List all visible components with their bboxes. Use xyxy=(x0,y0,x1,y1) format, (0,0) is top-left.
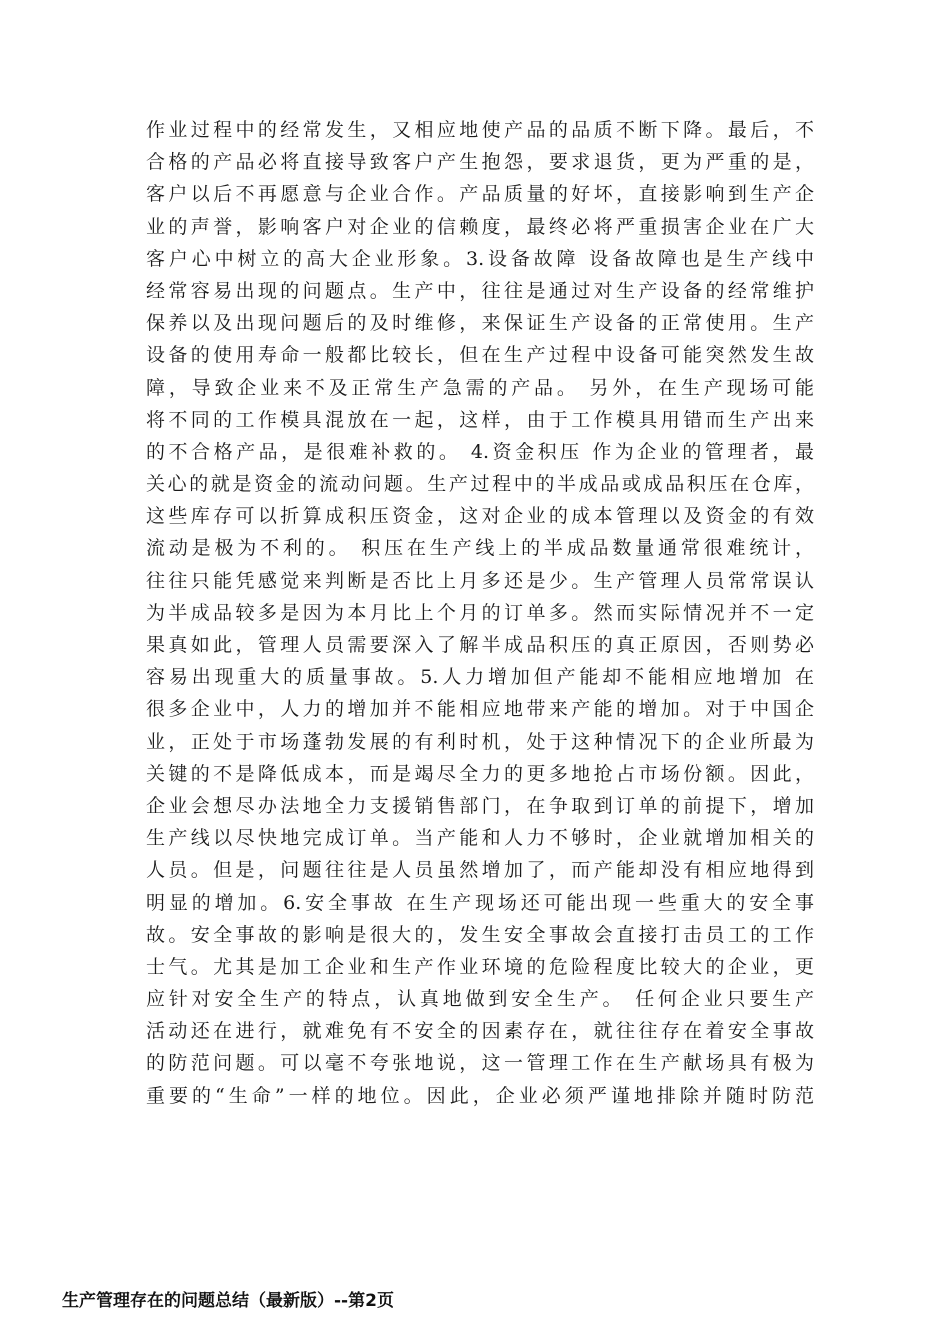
body-line: 的不合格产品，是很难补救的。 4.资金积压 作为企业的管理者，最 xyxy=(146,440,814,463)
body-line: 关键的不是降低成本，而是竭尽全力的更多地抢占市场份额。因此， xyxy=(146,762,814,785)
body-line: 流动是极为不利的。 积压在生产线上的半成品数量通常很难统计， xyxy=(146,537,814,560)
body-line: 经常容易出现的问题点。生产中，往往是通过对生产设备的经常维护 xyxy=(146,279,814,302)
body-line: 活动还在进行，就难免有不安全的因素存在，就往往存在着安全事故 xyxy=(146,1020,814,1043)
body-line: 关心的就是资金的流动问题。生产过程中的半成品或成品积压在仓库， xyxy=(146,473,814,496)
body-line: 保养以及出现问题后的及时维修，来保证生产设备的正常使用。生产 xyxy=(146,312,814,335)
body-line: 业的声誉，影响客户对企业的信赖度，最终必将严重损害企业在广大 xyxy=(146,215,814,238)
body-line: 客户以后不再愿意与企业合作。产品质量的好坏，直接影响到生产企 xyxy=(146,183,814,206)
body-line: 士气。尤其是加工企业和生产作业环境的危险程度比较大的企业，更 xyxy=(146,955,814,978)
body-line: 重要的“生命”一样的地位。因此，企业必须严谨地排除并随时防范 xyxy=(146,1084,814,1107)
body-line: 作业过程中的经常发生，又相应地使产品的品质不断下降。最后，不 xyxy=(146,119,814,141)
body-line: 果真如此，管理人员需要深入了解半成品积压的真正原因，否则势必 xyxy=(146,634,814,656)
body-line: 人员。但是，问题往往是人员虽然增加了，而产能却没有相应地得到 xyxy=(146,859,814,882)
body-line: 故。安全事故的影响是很大的，发生安全事故会直接打击员工的工作 xyxy=(146,923,814,946)
body-line: 很多企业中，人力的增加并不能相应地带来产能的增加。对于中国企 xyxy=(146,698,814,721)
page-footer: 生产管理存在的问题总结（最新版）--第2页 xyxy=(62,1291,394,1311)
document-body xyxy=(146,114,814,1112)
body-line: 生产线以尽快地完成订单。当产能和人力不够时，企业就增加相关的 xyxy=(146,827,814,850)
body-line: 应针对安全生产的特点，认真地做到安全生产。 任何企业只要生产 xyxy=(146,988,814,1011)
body-line: 的防范问题。可以毫不夸张地说，这一管理工作在生产献场具有极为 xyxy=(146,1052,814,1075)
body-line: 障，导致企业来不及正常生产急需的产品。 另外，在生产现场可能 xyxy=(146,376,814,399)
body-line: 往往只能凭感觉来判断是否比上月多还是少。生产管理人员常常误认 xyxy=(146,569,814,592)
body-line: 为半成品较多是因为本月比上个月的订单多。然而实际情况并不一定 xyxy=(146,601,814,624)
body-line: 将不同的工作模具混放在一起，这样，由于工作模具用错而生产出来 xyxy=(146,408,814,431)
body-line: 业，正处于市场蓬勃发展的有利时机，处于这种情况下的企业所最为 xyxy=(146,730,814,753)
body-line: 合格的产品必将直接导致客户产生抱怨，要求退货，更为严重的是， xyxy=(146,151,814,174)
body-line: 明显的增加。6.安全事故 在生产现场还可能出现一些重大的安全事 xyxy=(146,891,814,914)
body-line: 客户心中树立的高大企业形象。3.设备故障 设备故障也是生产线中 xyxy=(146,247,814,270)
body-line: 企业会想尽办法地全力支援销售部门，在争取到订单的前提下，增加 xyxy=(146,794,814,817)
body-line: 容易出现重大的质量事故。5.人力增加但产能却不能相应地增加 在 xyxy=(146,666,814,689)
body-line: 设备的使用寿命一般都比较长，但在生产过程中设备可能突然发生故 xyxy=(146,344,814,367)
body-line: 这些库存可以折算成积压资金，这对企业的成本管理以及资金的有效 xyxy=(146,505,814,528)
